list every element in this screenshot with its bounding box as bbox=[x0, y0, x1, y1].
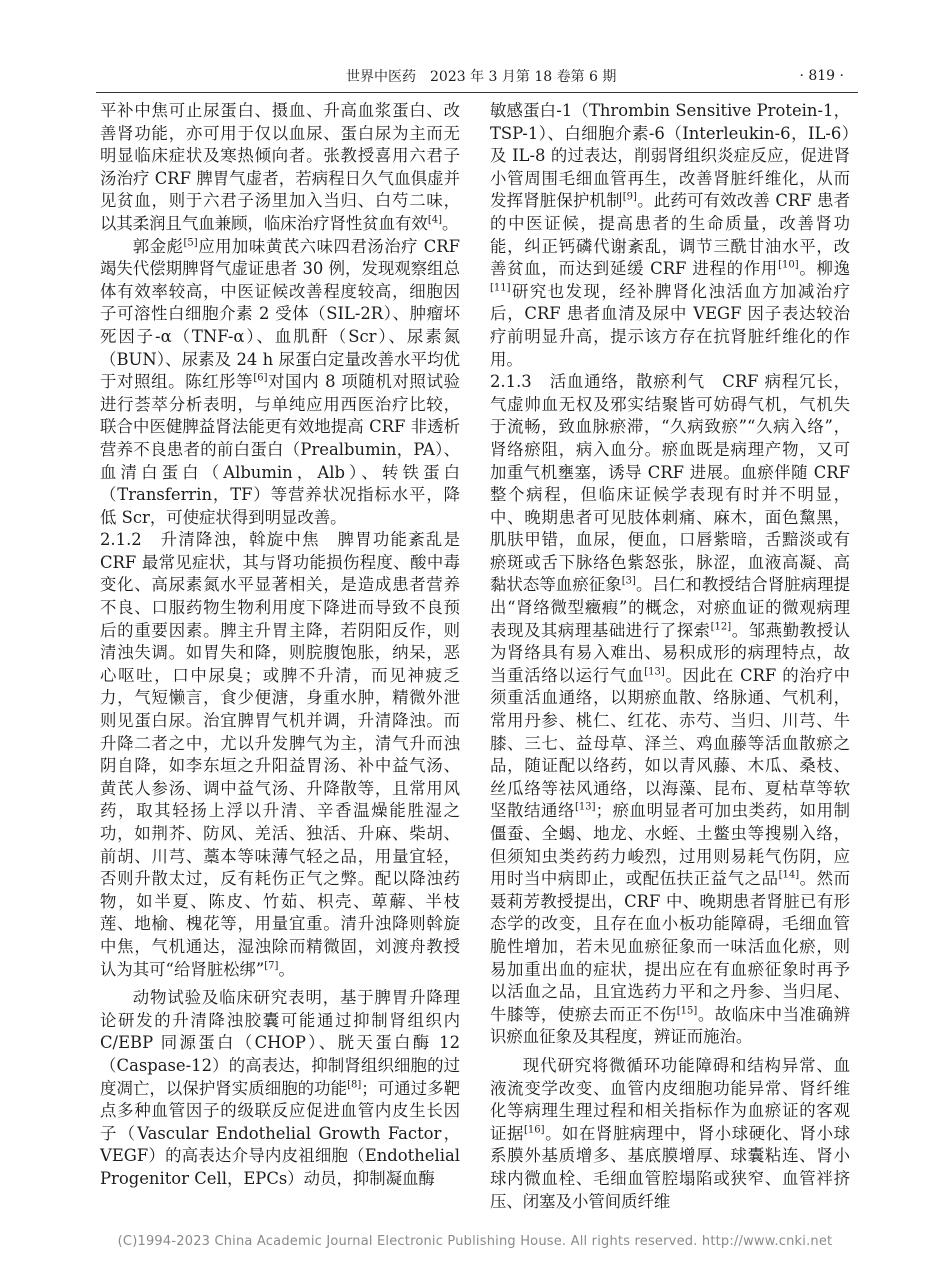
citation: [12] bbox=[710, 621, 732, 633]
citation: [7] bbox=[264, 960, 279, 972]
paragraph: 现代研究将微循环功能障碍和结构异常、血液流变学改变、血管内皮细胞功能异常、肾纤维化等病理生理过程和相关指标作为血瘀证的客观证据[16]。如在肾脏病理中，肾小球硬化、肾小球系膜外基质增多、基底膜增厚、球囊粘连、肾小球内微血栓、毛细血管腔塌陷或狭窄、血管袢挤压、闭塞及小管间质纤维 bbox=[490, 1055, 851, 1211]
citation: [16] bbox=[523, 1124, 545, 1136]
paragraph: 郭金彪[5]应用加味黄芪六味四君汤治疗 CRF 竭失代偿期脾肾气虚证患者 30 例，发现观察组总体有效率较高，中医证候改善程度较高，细胞因子可溶性白细胞介素 2 受体（SIL-2R）、肿瘤坏死因子-α（TNF-α）、血肌酐（Scr）、尿素氮（BUN）、尿素及 24 h 尿蛋白定量改善水平均优于对照组。陈红彤等[6]对国内 8 项随机对照试验进行荟萃分析表明，与单纯应用西医治疗比较，联合中医健脾益肾法能更有效地提高 CRF 非透析营养不良患者的前白蛋白（Prealbumin，PA）、血清白蛋白（Albumin，Alb）、转铁蛋白（Transferrin，TF）等营养状况指标水平，降低 Scr，可使症状得到明显改善。 bbox=[100, 236, 461, 527]
citation: [9] bbox=[622, 191, 637, 203]
citation: [11] bbox=[490, 282, 511, 294]
page-number: · 819 · bbox=[799, 68, 844, 84]
citation: [13] bbox=[575, 801, 596, 813]
header-rule bbox=[96, 92, 858, 93]
citation: [10] bbox=[778, 259, 799, 271]
copyright-footer: (C)1994-2023 China Academic Journal Electronic Publishing House. All rights reserved. http://www.cnki.net bbox=[117, 1234, 833, 1249]
citation: [13] bbox=[644, 666, 665, 678]
paragraph: 2.1.2 升清降浊，斡旋中焦 脾胃功能紊乱是 CRF 最常见症状，其与肾功能损伤程度、酸中毒变化、高尿素氮水平显著相关，是造成患者营养不良、口服药物生物利用度下降进而导致不良预后的重要因素。脾主升胃主降，若阴阳反作，则清浊失调。如胃失和降，则脘腹饱胀，纳呆，恶心呕吐，口中尿臭；或脾不升清，而见神疲乏力，气短懒言，食少便溏，身重水肿，精微外泄则见蛋白尿。治宜脾胃气机并调，升清降浊。而升降二者之中，尤以升发脾气为主，清气升而浊阴自降，如李东垣之升阳益胃汤、补中益气汤、黄芪人参汤、调中益气汤、升降散等，且常用风药，取其轻扬上浮以升清、辛香温燥能胜湿之功，如荆芥、防风、羌活、独活、升麻、柴胡、前胡、川芎、藁本等味薄气轻之品，用量宜轻，否则升散太过，反有耗伤正气之弊。配以降浊药物，如半夏、陈皮、竹茹、枳壳、萆薢、半枝莲、地榆、槐花等，用量宜重。清升浊降则斡旋中焦，气机通达，湿浊除而精微固，刘渡舟教授认为其可“给肾脏松绑”[7]。 bbox=[100, 530, 460, 979]
paragraph: 2.1.3 活血通络，散瘀利气 CRF 病程冗长，气虚帅血无权及邪实结聚皆可妨碍气机，气机失于流畅，致血脉瘀滞，“久病致瘀”“久病入络”，肾络瘀阻，病入血分。瘀血既是病理产物，又可加重气机壅塞，诱导 CRF 进展。血瘀伴随 CRF 整个病程，但临床证候学表现有时并不明显，中、晚期患者可见肢体刺痛、麻木，面色黧黑，肌肤甲错，血尿，便血，口唇紫暗，舌黯淡或有瘀斑或舌下脉络色紫怒张，脉涩，血液高凝、高黏状态等血瘀征象[3]。吕仁和教授结合肾脏病理提出“肾络微型癥瘕”的概念，对瘀血证的微观病理表现及其病理基础进行了探索[12]。邹燕勤教授认为肾络具有易入难出、易积成形的病理特点，故当重活络以运行气血[13]。因此在 CRF 的治疗中须重活血通络，以期瘀血散、络脉通、气机利，常用丹参、桃仁、红花、赤芍、当归、川芎、牛膝、三七、益母草、泽兰、鸡血藤等活血散瘀之品，随证配以络药，如以青风藤、木瓜、桑枝、丝瓜络等祛风通络，以海藻、昆布、夏枯草等软坚散结通络[13]；瘀血明显者可加虫类药，如用制僵蚕、全蝎、地龙、水蛭、土鳖虫等搜剔入络，但须知虫类药药力峻烈，过用则易耗气伤阴，应用时当中病即止，或配伍扶正益气之品[14]。然而聂莉芳教授提出，CRF 中、晚期患者肾脏已有形态学的改变，且存在血小板功能障碍，毛细血管脆性增加，若未见血瘀征象而一味活血化瘀，则易加重出血的症状，提出应在有血瘀征象时再予以活血之品，且宜选药力平和之丹参、当归尾、牛膝等，使瘀去而正不伤[15]。故临床中当准确辨识瘀血征象及其程度，辨证而施治。 bbox=[490, 372, 851, 1047]
citation: [4] bbox=[427, 214, 442, 226]
paragraph: 敏感蛋白-1（Thrombin Sensitive Protein-1，TSP-1）、白细胞介素-6（Interleukin-6，IL-6）及 IL-8 的过表达，削弱肾组织炎症反应，促进肾小管周围毛细血管再生，改善肾脏纤维化，从而发挥肾脏保护机制[9]。此药可有效改善 CRF 患者的中医证候，提高患者的生命质量，改善肾功能，纠正钙磷代谢紊乱，调节三酰甘油水平，改善贫血，而达到延缓 CRF 进程的作用[10]。柳逸[11]研究也发现，经补脾肾化浊活血方加减治疗后，CRF 患者血清及尿中 VEGF 因子表达较治疗前明显升高，提示该方存在抗肾脏纤维化的作用。 bbox=[490, 101, 850, 369]
citation: [6] bbox=[253, 372, 268, 384]
left-column bbox=[100, 100, 460, 1191]
citation: [14] bbox=[778, 869, 800, 881]
citation: [8] bbox=[347, 1079, 362, 1091]
section-heading: 2.1.3 活血通络，散瘀利气 bbox=[490, 372, 706, 392]
running-header bbox=[96, 64, 856, 88]
paragraph: 动物试验及临床研究表明，基于脾胃升降理论研发的升清降浊胶囊可能通过抑制肾组织内 C/EBP 同源蛋白（CHOP）、胱天蛋白酶 12（Caspase-12）的高表达，抑制肾组织细胞的过度凋亡，以保护肾实质细胞的功能[8]；可通过多靶点多种血管因子的级联反应促进血管内皮生长因子（Vascular Endothelial Growth Factor，VEGF）的高表达介导内皮祖细胞（Endothelial Progenitor Cell，EPCs）动员，抑制凝血酶 bbox=[100, 988, 460, 1188]
section-heading: 2.1.2 升清降浊，斡旋中焦 bbox=[100, 530, 320, 550]
paragraph: 平补中焦可止尿蛋白、摄血、升高血浆蛋白、改善肾功能，亦可用于仅以血尿、蛋白尿为主而无明显临床症状及寒热倾向者。张教授喜用六君子汤治疗 CRF 脾胃气虚者，若病程日久气血俱虚并见贫血，则于六君子汤里加入当归、白芍二味，以其柔润且气血兼顾，临床治疗肾性贫血有效[4]。 bbox=[100, 101, 460, 233]
citation: [3] bbox=[621, 576, 636, 587]
right-column bbox=[490, 100, 850, 1213]
citation: [5] bbox=[183, 237, 198, 249]
citation: [15] bbox=[676, 1005, 698, 1017]
journal-issue: 世界中医药 2023 年 3 月第 18 卷第 6 期 bbox=[346, 69, 617, 85]
